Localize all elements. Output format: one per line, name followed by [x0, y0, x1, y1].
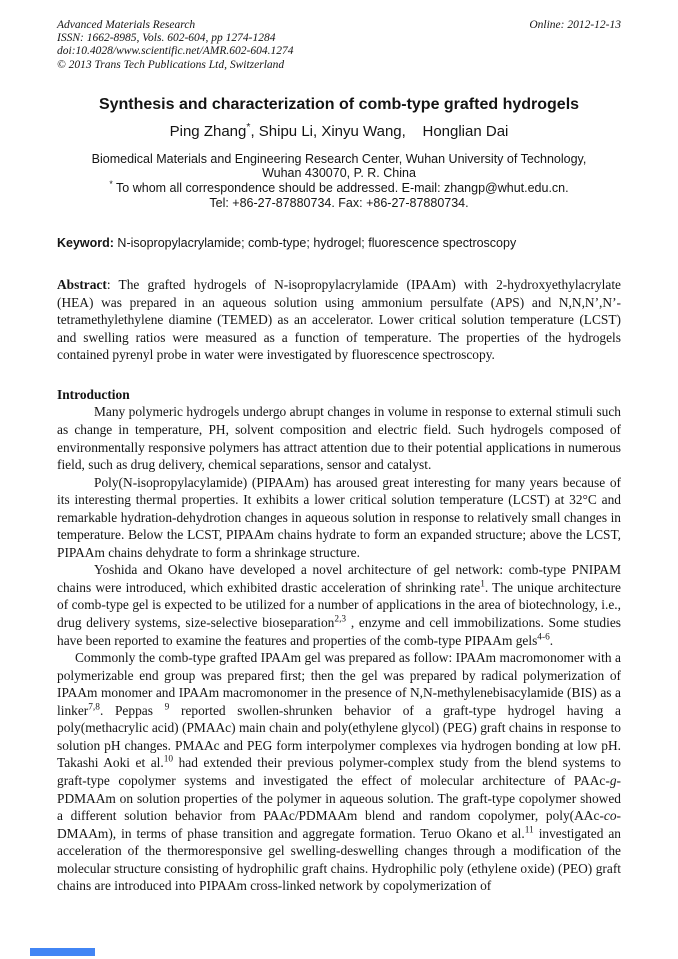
introduction-paragraph-1: Many polymeric hydrogels undergo abrupt changes in volume in response to external stimuli such as change in temperature, PH, solvent composition and electric field. Such hydrogels composed of environmentally responsive polymers has attract attention due to their potential applications in numerous field, such as drug delivery, chemical separations, sensor and catalyst.: [57, 404, 621, 473]
page-progress-bar-artifact: [30, 948, 95, 956]
keyword-line: Keyword: N-isopropylacrylamide; comb-type; hydrogel; fluorescence spectroscopy: [57, 236, 517, 251]
abstract-paragraph: Abstract: The grafted hydrogels of N-isopropylacrylamide (IPAAm) with 2-hydroxyethylacrylate (HEA) was prepared in an aqueous solution using ammonium persulfate (APS) and N,N,N’,N’-tetramethylethylene diamine (TEMED) as an accelerator. Lower critical solution temperature (LCST) and swelling ratios were measured as a function of temperature. The properties of the hydrogels contained pyrenyl probe in water were investigated by fluorescence spectroscopy.: [57, 277, 621, 363]
journal-copyright-line: © 2013 Trans Tech Publications Ltd, Switzerland: [57, 58, 285, 71]
journal-issn-line: ISSN: 1662-8985, Vols. 602-604, pp 1274-1284: [57, 32, 276, 45]
authors-line: Ping Zhang*, Shipu Li, Xinyu Wang, Honglian Dai: [169, 120, 509, 140]
journal-header-left: [57, 19, 293, 72]
affiliation-line-1: Biomedical Materials and Engineering Research Center, Wuhan University of Technology,: [91, 151, 587, 166]
introduction-paragraph-3: Yoshida and Okano have developed a novel architecture of gel network: comb-type PNIPAM chains were introduced, which exhibited drastic acceleration of shrinking rate$^1$. The unique architecture of comb-type gel is expected to be utilized for a number of applications in the area of biotechnology, i.e., drug delivery systems, size-selective bioseparation$^{2,3}$ , enzyme and cell immobilizations. Some studies have been reported to examine the features and properties of the comb-type PIPAAm gels$^{4-6}$.: [57, 562, 621, 648]
introduction-paragraph-4: Commonly the comb-type grafted IPAAm gel was prepared as follow: IPAAm macromonomer with a polymerizable end group was prepared first; then the gel was prepared by radical polymerization of IPAAm monomer and IPAAm macromonomer in the presence of N,N-methylenebisacylamide (BIS) as a linker$^{7,8}$. Peppas $^9$ reported swollen-shrunken behavior of a graft-type hydrogel having a poly(methacrylic acid) (PMAAc) main chain and poly(ethylene glycol) (PEG) graft chains in response to solution pH changes. PMAAc and PEG form interpolymer complexes via hydrogen bonding at low pH. Takashi Aoki et al.$^{10}$ had extended their previous polymer-complex study from the blend systems to graft-type copolymer systems and investigated the effect of molecular architecture of PAAc-g-PDMAAm on solution properties of the polymer in aqueous solution. The graft-type copolymer showed a different solution behavior from PAAc/PDMAAm blend and random copolymer, poly(AAc-co-DMAAm), in terms of phase transition and aggregate formation. Teruo Okano et al.$^{11}$ investigated an acceleration of the thermoresponsive gel swelling-deswelling changes through a modification of the molecular structure consisting of hydrophilic graft chains. Hydrophilic poly (ethylene oxide) (PEO) graft chains are introduced into PIPAAm cross-linked network by copolymerization of: [57, 650, 621, 894]
tel-fax-line: Tel: +86-27-87880734. Fax: +86-27-87880734.: [209, 195, 469, 210]
introduction-paragraph-2: Poly(N-isopropylacylamide) (PIPAAm) has aroused great interesting for many years because of its interesting thermal properties. It exhibits a lower critical solution temperature (LCST) at 32°C and remarkable hydration-dehydrotion changes in aqueous solution in response to relatively small changes in temperature. Below the LCST, PIPAAm chains hydrate to form an expanded structure; above the LCST, PIPAAm chains dehydrate to form a shrinkage structure.: [57, 474, 621, 560]
correspondence-line: * To whom all correspondence should be addressed. E-mail: zhangp@whut.edu.cn.: [109, 178, 569, 195]
journal-header: [57, 19, 621, 72]
introduction-heading: Introduction: [57, 386, 130, 402]
journal-doi-line: doi:10.4028/www.scientific.net/AMR.602-604.1274: [57, 45, 294, 58]
online-date: Online: 2012-12-13: [529, 19, 621, 31]
affiliation-block: [57, 152, 621, 210]
journal-name: Advanced Materials Research: [57, 19, 196, 31]
affiliation-line-2: Wuhan 430070, P. R. China: [262, 166, 416, 181]
paper-title: Synthesis and characterization of comb-type grafted hydrogels: [98, 95, 580, 113]
